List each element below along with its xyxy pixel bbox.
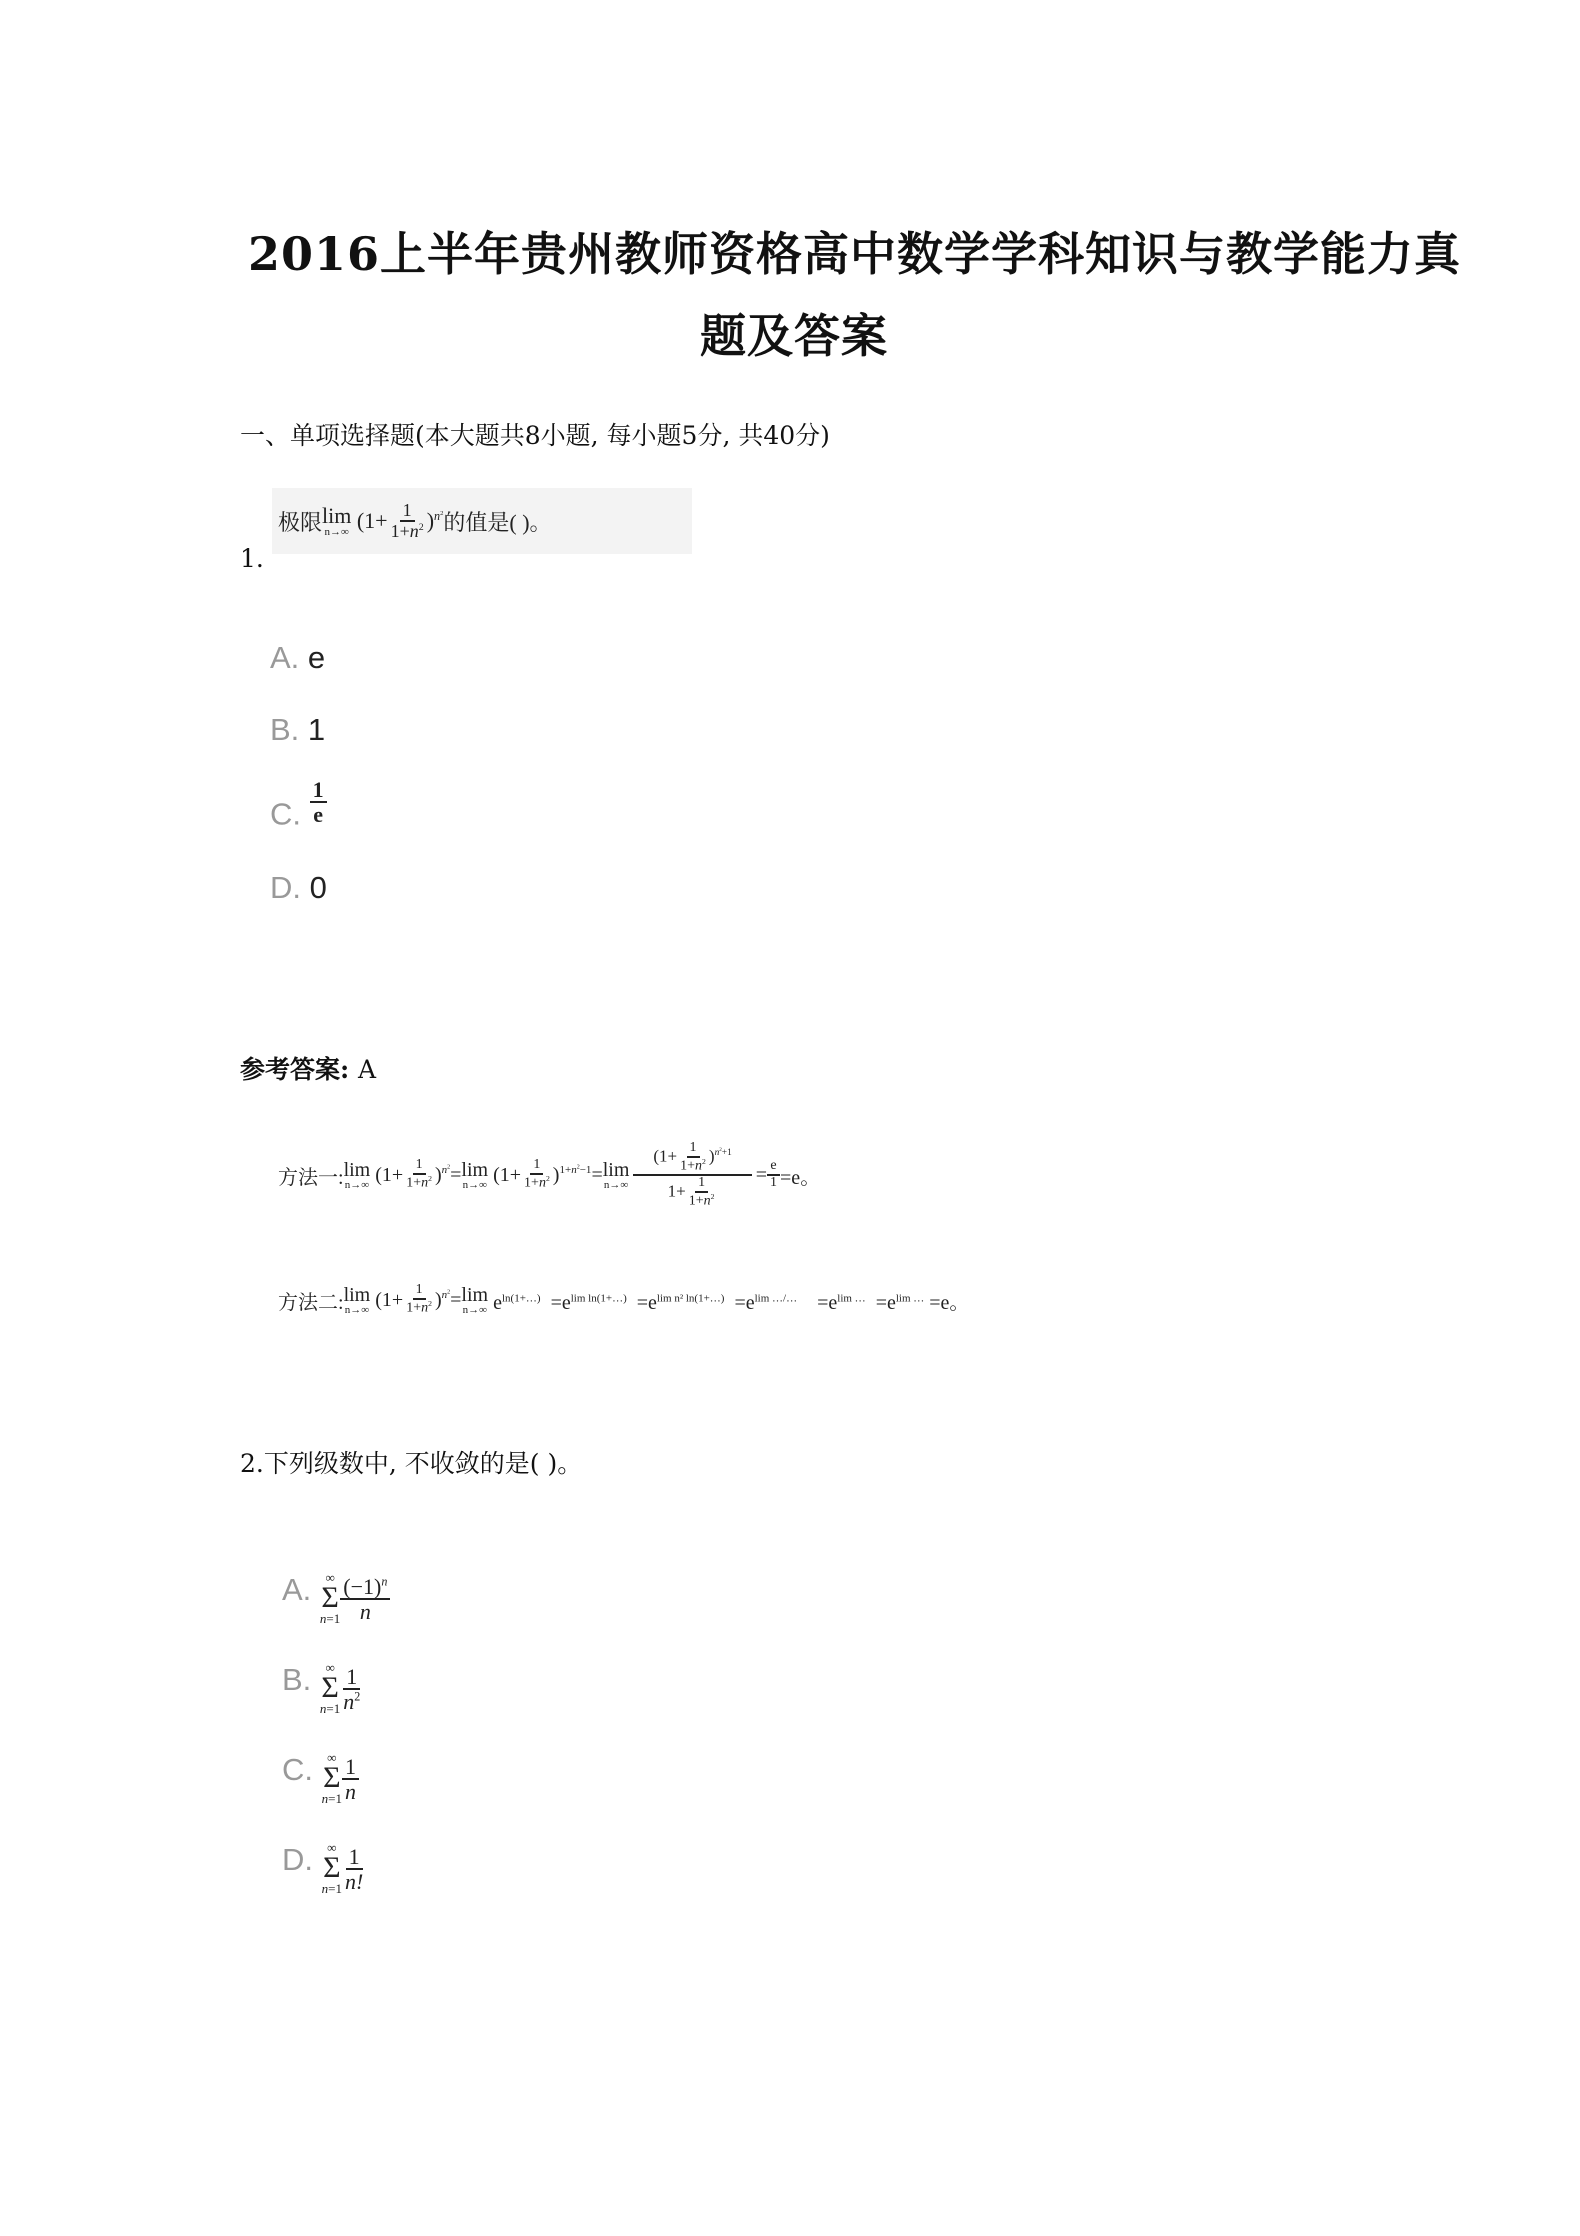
answer-line (240, 1050, 376, 1086)
page-title-line1: 2016上半年贵州教师资格高中数学学科知识与教学能力真 (248, 227, 1462, 281)
answer-label: 参考答案: (240, 1055, 350, 1084)
option-letter: B. (282, 1662, 312, 1697)
limit-operator: lim n→∞ (322, 502, 352, 538)
question-1-stem-prefix: 极限 (278, 509, 323, 535)
sigma-icon: ∞ Σ n=1 (321, 1840, 342, 1896)
q1-option-c[interactable] (270, 778, 327, 832)
fraction-denominator: e (313, 802, 323, 828)
option-letter: A. (282, 1572, 312, 1607)
section-heading: 一、单项选择题(本大题共8小题, 每小题5分, 共40分) (240, 421, 830, 450)
series-expression: ∞ Σ n=1 $\frac{1}{n^2}$ (319, 1660, 361, 1716)
option-letter: A. (270, 640, 300, 675)
question-1-number: 1. (240, 544, 264, 573)
page-title-line2: 题及答案 (700, 309, 888, 363)
question-2-stem: 2.下列级数中, 不收敛的是( )。 (240, 1449, 583, 1478)
question-1-stem-suffix: 的值是( )。 (443, 509, 552, 535)
option-value: 1 (307, 712, 326, 747)
solution-method-2: 方法二: lim n→∞ (1+ $\frac{1}{1+n^2}$ )$^{n^2}$= lim n→∞ $e^{ln(1+\dots)} =e^{lim ln(1+\dots)} =e^{lim n^2 ln(1+\dots)} =e^{lim \dots/\dots}$ $=e^{lim \dots} =e^{lim \dots} =e$。 (278, 1282, 970, 1316)
fraction-numerator: 1 (310, 778, 327, 803)
option-letter: C. (270, 796, 301, 832)
option-value: e (307, 640, 326, 675)
sigma-icon: ∞ Σ n=1 (319, 1570, 341, 1626)
option-letter: D. (282, 1842, 313, 1877)
option-fraction (310, 778, 327, 826)
solution-method-1: 方法一: lim n→∞ (1+ $\frac{1}{1+n^2}$ )$^{n^2}$= lim n→∞ (1+ $\frac{1}{1+n^2}$ )$^{1+n^2-1}$= lim n→∞ (1+ $\frac{1}{1+n^2}$ )$^{n^2+1}$ 1+ $\frac{1}{1+n^2}$ = $\frac{e}{1}$ =e。 (278, 1139, 821, 1209)
option-value: 0 (309, 870, 327, 905)
fraction: $\frac{1}{1+n^2}$ (390, 500, 424, 541)
answer-value: A (357, 1055, 377, 1084)
option-letter: D. (270, 870, 301, 905)
q1-option-d[interactable] (270, 870, 327, 906)
option-letter: C. (282, 1752, 313, 1787)
q2-option-c[interactable] (282, 1734, 359, 1805)
sigma-icon: ∞ Σ n=1 (321, 1750, 342, 1806)
series-expression: ∞ Σ n=1 $\frac{1}{n}$ (322, 1752, 359, 1805)
q2-option-b[interactable] (282, 1644, 363, 1715)
q2-option-a[interactable] (282, 1554, 390, 1625)
q1-option-a[interactable] (270, 640, 325, 676)
option-letter: B. (270, 712, 300, 747)
sigma-icon: ∞ Σ n=1 (319, 1660, 341, 1716)
series-expression: ∞ Σ n=1 $\frac{(-1)^n}{n}$ (320, 1572, 390, 1625)
q2-option-d[interactable] (282, 1824, 366, 1895)
question-1-stem-formula: 极限 lim n→∞ (1+ $\frac{1}{1+n^2}$ )$^{n^2}$ 的值是( )。 (272, 488, 692, 554)
q1-option-b[interactable] (270, 712, 325, 748)
series-expression: ∞ Σ n=1 $\frac{1}{n!}$ (321, 1840, 364, 1896)
method-2-label: 方法二: (278, 1291, 344, 1314)
method-1-label: 方法一: (278, 1166, 344, 1189)
